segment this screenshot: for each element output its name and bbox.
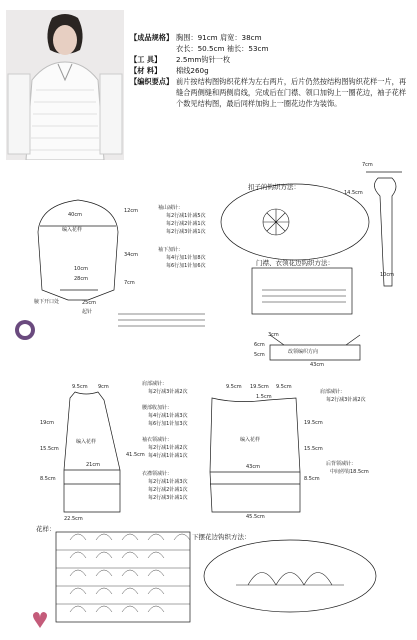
armhole-note: 肩部减针：: [142, 381, 168, 387]
dim-label: 7cm: [362, 162, 373, 168]
tool-label: 【工 具】: [130, 55, 162, 64]
material-label: 【材 料】: [130, 66, 162, 75]
sleeve-inc-note: 袖下加针：: [158, 247, 184, 253]
waist-note: 每6行加1针加3次: [148, 421, 188, 427]
size-value: 胸围：91cm 肩宽：38cm: [176, 33, 262, 42]
placket-strip: [374, 178, 396, 286]
hem-note: 每2行减2针减1次: [148, 487, 188, 493]
front-pattern-label: 编入花样: [240, 437, 261, 443]
dim-label: 15.5cm: [40, 446, 59, 452]
dim-label: 14.5cm: [344, 190, 363, 196]
dim-label: 7cm: [124, 280, 135, 286]
dim-label: 8.5cm: [304, 476, 320, 482]
hem-note: 每2行减1针减3次: [148, 479, 188, 485]
key-label: 【编织要点】: [130, 77, 174, 86]
side-seam-note: 腋下开口处: [34, 299, 60, 305]
back-pattern-label: 编入花样: [76, 439, 97, 445]
dim-label: 9.5cm: [72, 384, 88, 390]
front-piece: [210, 398, 300, 512]
neck-note: 袖衣领减针：: [142, 437, 173, 443]
start-label: 起针: [82, 309, 93, 315]
dim-label: 28cm: [74, 276, 88, 282]
sleeve-inc-note: 每6行加1针加6次: [166, 263, 206, 269]
back-piece: [64, 392, 120, 512]
dim-label: 22.5cm: [64, 516, 83, 522]
sleeve-shape-note: 每2行减1针减5次: [166, 213, 206, 219]
stitch-chart: [56, 532, 190, 622]
armhole-note: 每2行减3针减2次: [148, 389, 188, 395]
sleeve-inc-note: 每4行加1针加8次: [166, 255, 206, 261]
size-value-2: 衣长：50.5cm 袖长：53cm: [176, 44, 269, 53]
dim-label: 8.5cm: [40, 476, 56, 482]
dim-label: 12cm: [124, 208, 138, 214]
dim-label: 5cm: [254, 352, 265, 358]
button-method-label: 扣子的钩织方法：: [248, 183, 300, 191]
key-value: 前片按结构图钩织花样为左右两片，后片仍然按结构图钩织花样一片，再缝合两侧缝和两侧肩线，完成后在门襟、领口加钩上一圈花边，袖子花样个数见结构图，最后同样加钩上一圈花边作为装饰。: [176, 77, 407, 108]
heart-icon: [33, 612, 47, 628]
sleeve-shape-note: 每2行减2针减1次: [166, 221, 206, 227]
tool-value: 2.5mm钩针一枚: [176, 55, 231, 64]
dim-label: 45.5cm: [246, 514, 265, 520]
hem-method-label: 下摆花边钩织方法：: [192, 533, 251, 541]
dim-label: 15.5cm: [304, 446, 323, 452]
dim-label: 21cm: [86, 462, 100, 468]
dim-label: 25cm: [82, 300, 96, 306]
dim-label: 1.5cm: [256, 394, 272, 400]
dim-label: 9cm: [98, 384, 109, 390]
dim-label: 19.5cm: [304, 420, 323, 426]
waist-note: 每4行减1针减3次: [148, 413, 188, 419]
placket-diagram: [252, 268, 352, 314]
dim-label: 43cm: [310, 362, 324, 368]
dim-label: 40cm: [68, 212, 82, 218]
neck-note: 每2行减1针减2次: [148, 445, 188, 451]
waist-note: 腰部收加针：: [142, 405, 173, 411]
placket-method-label: 门襟、衣领花边钩织方法：: [256, 259, 334, 267]
dim-label: 9.5cm: [226, 384, 242, 390]
hem-note: 每2行减3针减1次: [148, 495, 188, 501]
back-neck-note: 后背领减针：: [326, 461, 357, 467]
right-armhole-note: 肩部减针：: [320, 389, 346, 395]
neck-note: 每4行减1针减1次: [148, 453, 188, 459]
placket-rows-label: 改领编织方向: [288, 349, 319, 355]
size-label: 【成品规格】: [130, 33, 174, 42]
dim-label: 19.5cm: [250, 384, 269, 390]
dim-label: 19cm: [40, 420, 54, 426]
dim-label: 41.5cm: [126, 452, 145, 458]
back-neck-note: 中间停钩18.5cm: [330, 469, 369, 475]
hem-note: 衣襟领减针：: [142, 471, 173, 477]
dim-label: 10cm: [74, 266, 88, 272]
sleeve-pattern-label: 编入花样: [62, 227, 83, 233]
dim-label: 10cm: [380, 272, 394, 278]
hem-diagram: [204, 540, 376, 612]
page-number: 28: [21, 326, 30, 333]
right-armhole-note: 每2行减3针减2次: [326, 397, 366, 403]
dim-label: 3cm: [268, 332, 279, 338]
dim-label: 34cm: [124, 252, 138, 258]
dim-label: 43cm: [246, 464, 260, 470]
dim-label: 6cm: [254, 342, 265, 348]
sleeve-shape-note: 袖山减针：: [158, 205, 184, 211]
dim-label: 9.5cm: [276, 384, 292, 390]
material-value: 棉线260g: [176, 66, 209, 75]
pattern-label: 花样：: [36, 525, 56, 533]
sleeve-shape-note: 每2行减3针减1次: [166, 229, 206, 235]
